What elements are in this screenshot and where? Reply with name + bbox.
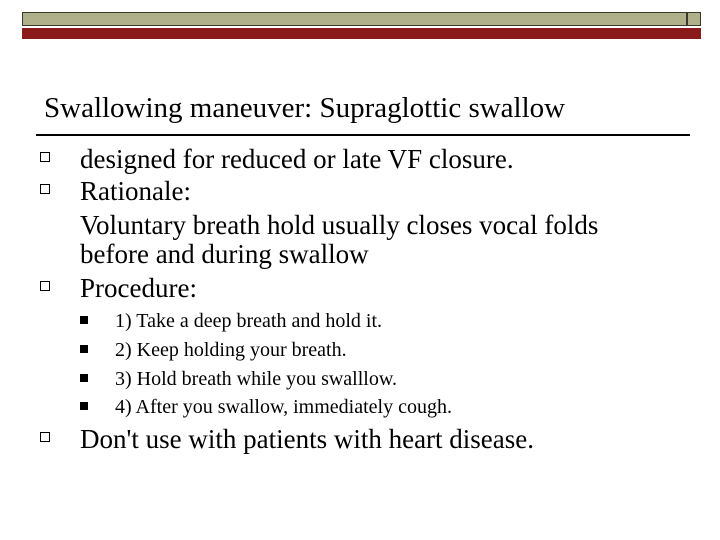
hollow-square-bullet-icon: [40, 281, 50, 291]
top-bar-maroon-band: [22, 28, 687, 39]
sub-bullet-text: 1) Take a deep breath and hold it.: [115, 310, 383, 332]
hollow-square-bullet-icon: [40, 184, 50, 194]
bullet-text: Don't use with patients with heart disease.: [80, 424, 535, 454]
bullet-text: designed for reduced or late VF closure.: [80, 144, 514, 174]
bullet-text: before and during swallow: [80, 239, 369, 269]
slide-title: Swallowing maneuver: Supraglottic swallow: [44, 92, 566, 124]
title-underline-rule: [36, 134, 690, 136]
sub-bullet-text: 4) After you swallow, immediately cough.: [115, 396, 452, 418]
bullet-text: Rationale:: [80, 176, 191, 206]
filled-square-bullet-icon: [80, 402, 88, 410]
bullet-item: [0, 424, 720, 454]
sub-bullet-item: [0, 307, 720, 335]
bullet-item: [0, 144, 720, 174]
sub-bullet-item: [0, 393, 720, 421]
sub-bullet-text: 2) Keep holding your breath.: [115, 339, 347, 361]
sub-bullet-item: [0, 365, 720, 393]
bullet-item: [0, 176, 720, 206]
hollow-square-bullet-icon: [40, 152, 50, 162]
bullet-continuation-line: [0, 239, 720, 269]
bullet-text: Voluntary breath hold usually closes vocal folds: [80, 210, 599, 240]
bullet-continuation-line: [0, 210, 720, 240]
filled-square-bullet-icon: [80, 374, 88, 382]
top-bar-end-square-upper: [687, 12, 701, 26]
sub-bullet-text: 3) Hold breath while you swalllow.: [115, 368, 397, 390]
bullet-item: [0, 273, 720, 303]
filled-square-bullet-icon: [80, 316, 88, 324]
top-bar-end-square-lower: [687, 28, 701, 39]
top-bar-olive-band: [22, 12, 687, 26]
hollow-square-bullet-icon: [40, 432, 50, 442]
sub-bullet-item: [0, 336, 720, 364]
decorative-top-bar: [22, 12, 687, 39]
filled-square-bullet-icon: [80, 345, 88, 353]
bullet-text: Procedure:: [80, 273, 197, 303]
